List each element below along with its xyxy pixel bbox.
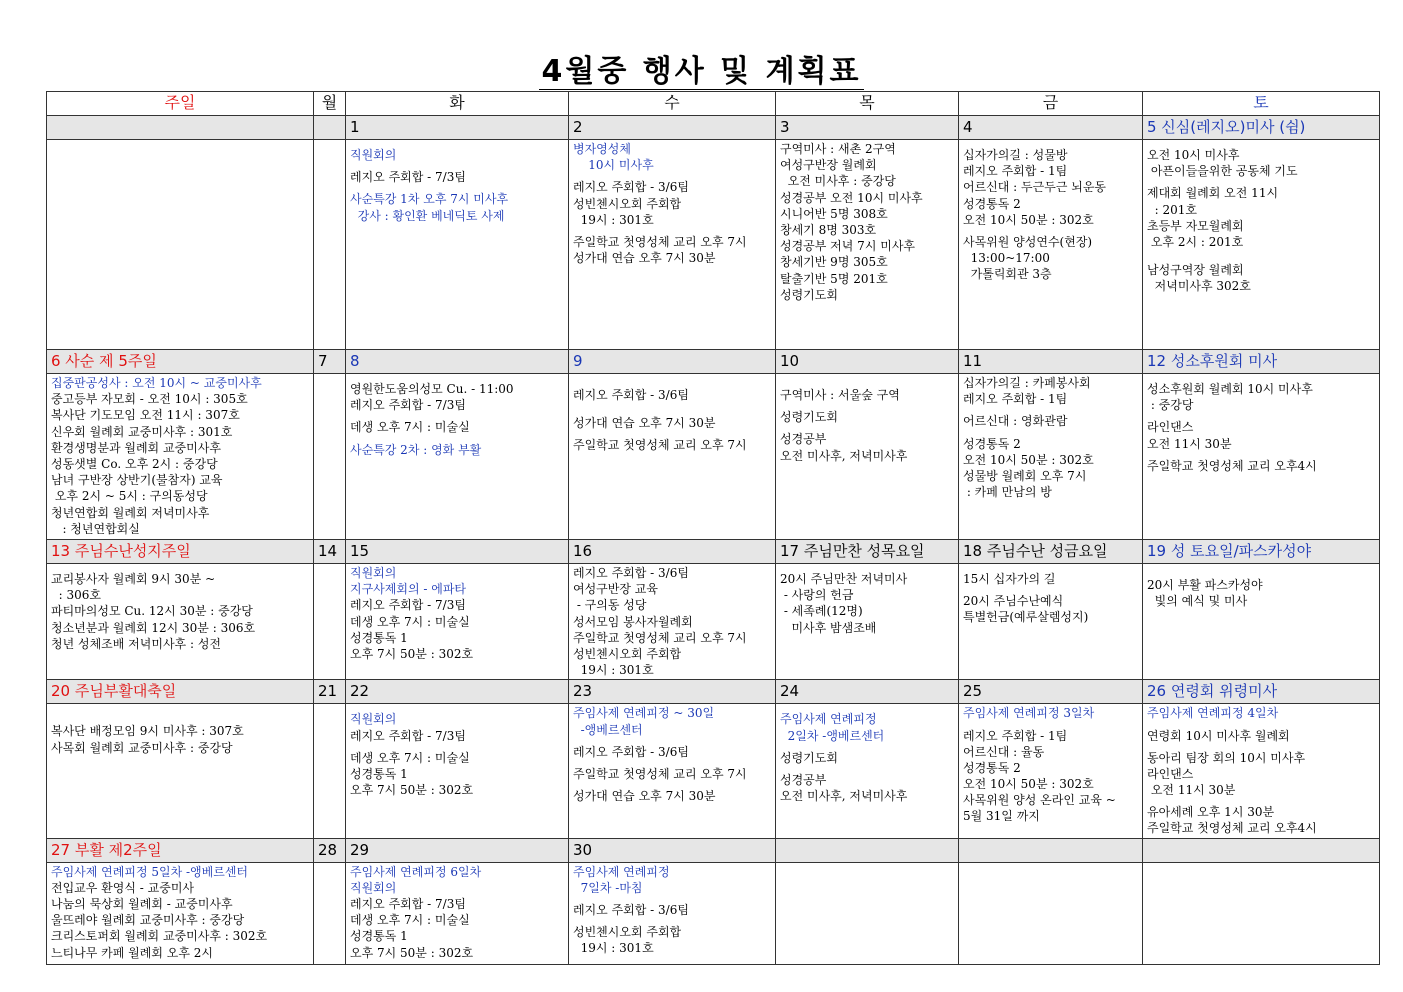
- event-line: 성가대 연습 오후 7시 30분: [573, 251, 716, 266]
- event-line: 15시 십자가의 길: [963, 572, 1056, 586]
- event-line: 제대회 월례회 오전 11시: [1147, 186, 1279, 201]
- event-line: 20시 주님만찬 저녁미사: [780, 572, 908, 586]
- event-line: 사목회 월례회 교중미사후 : 중강당: [51, 740, 233, 755]
- event-line: 오후 7시 50분 : 302호: [350, 783, 474, 798]
- event-line: 전입교우 환영식 - 교중미사: [51, 880, 195, 895]
- event-line: 교리봉사자 월례회 9시 30분 ~: [51, 572, 216, 586]
- event-line: 주일학교 첫영성체 교리 오후 7시: [573, 766, 747, 781]
- event-line: 저녁미사후 302호: [1147, 279, 1251, 294]
- date-cell: 9: [569, 350, 776, 374]
- date-cell: 13 주님수난성지주일: [47, 540, 314, 564]
- event-line: 레지오 주회합 - 7/3팀: [350, 728, 466, 743]
- date-cell: 8: [346, 350, 569, 374]
- event-line: 레지오 주회합 - 7/3팀: [350, 170, 466, 185]
- events-cell: [1143, 374, 1380, 540]
- event-line: 레지오 주회합 - 7/3팀: [350, 897, 466, 911]
- date-cell: 19 성 토요일/파스카성야: [1143, 540, 1380, 564]
- events-cell: [47, 374, 314, 540]
- events-cell: [776, 374, 959, 540]
- event-line: 오후 7시 50분 : 302호: [350, 945, 474, 960]
- date-row: [47, 540, 1380, 564]
- events-cell: [776, 704, 959, 838]
- event-line: 직원회의: [350, 566, 397, 580]
- date-row: [47, 680, 1380, 704]
- date-cell: 27 부활 제2주일: [47, 838, 314, 862]
- event-line: 성경통독 2: [963, 436, 1021, 451]
- date-cell: 22: [346, 680, 569, 704]
- event-line: 레지오 주회합 - 1팀: [963, 392, 1068, 407]
- event-line: 성령기도회: [780, 287, 838, 302]
- event-line: 오후 7시 50분 : 302호: [350, 646, 474, 661]
- event-line: 창세기반 9명 305호: [780, 255, 888, 270]
- event-line: 레지오 주회합 - 3/6팀: [573, 744, 689, 759]
- date-cell: 25: [959, 680, 1143, 704]
- event-line: 파티마의성모 Cu. 12시 30분 : 중강당: [51, 604, 253, 619]
- events-cell: [314, 374, 346, 540]
- event-line: 여성구반장 월례회: [780, 158, 877, 173]
- date-row: [47, 838, 1380, 862]
- date-cell: [776, 838, 959, 862]
- event-line: 신우회 월례회 교중미사후 : 301호: [51, 424, 233, 439]
- event-line: 나눔의 묵상회 월례회 - 교중미사후: [51, 897, 233, 911]
- events-row: [47, 704, 1380, 838]
- event-line: 여성구반장 교육: [573, 582, 658, 597]
- event-line: 19시 : 301호: [573, 212, 654, 227]
- event-line: 직원회의: [350, 148, 397, 162]
- event-line: 19시 : 301호: [573, 941, 654, 956]
- event-line: 10시 미사후: [573, 158, 654, 173]
- event-line: 청년 성체조배 저녁미사후 : 성전: [51, 636, 221, 651]
- event-line: 성경공부 저녁 7시 미사후: [780, 239, 915, 254]
- events-cell: [776, 564, 959, 680]
- date-cell: 6 사순 제 5주일: [47, 350, 314, 374]
- event-line: 주임사제 연례피정 4일차: [1147, 706, 1279, 721]
- event-line: 시니어반 5명 308호: [780, 206, 888, 221]
- events-cell: [959, 140, 1143, 350]
- weekday-mon: 월: [314, 92, 346, 116]
- date-cell: 11: [959, 350, 1143, 374]
- date-cell: 10: [776, 350, 959, 374]
- event-line: 영원한도움의성모 Cu. - 11:00: [350, 382, 514, 396]
- event-line: 5월 31일 까지: [963, 809, 1040, 824]
- event-line: 남성구역장 월례회: [1147, 263, 1244, 278]
- event-line: 십자가의길 : 카페봉사회: [963, 376, 1091, 390]
- event-line: 성경통독 2: [963, 760, 1021, 775]
- event-line: 크리스토퍼회 월례회 교중미사후 : 302호: [51, 929, 268, 944]
- events-cell: [569, 862, 776, 964]
- event-line: 가톨릭회관 3층: [963, 267, 1052, 282]
- event-line: : 카페 만남의 방: [963, 485, 1052, 500]
- event-line: 데생 오후 7시 : 미술실: [350, 614, 470, 629]
- date-cell: [47, 116, 314, 140]
- events-cell: [569, 374, 776, 540]
- date-cell: 14: [314, 540, 346, 564]
- events-cell: [47, 140, 314, 350]
- event-line: 주일학교 첫영성체 교리 오후4시: [1147, 821, 1317, 836]
- event-line: 십자가의길 : 성물방: [963, 148, 1068, 162]
- event-line: 탈출기반 5명 201호: [780, 271, 888, 286]
- event-line: 레지오 주회합 - 3/6팀: [573, 180, 689, 195]
- event-line: 성경공부 오전 10시 미사후: [780, 190, 923, 205]
- date-cell: 21: [314, 680, 346, 704]
- event-line: 성경통독 1: [350, 766, 408, 781]
- weekday-tue: 화: [346, 92, 569, 116]
- event-line: 성경공부: [780, 432, 827, 447]
- event-line: 성가대 연습 오후 7시 30분: [573, 416, 716, 431]
- date-cell: 12 성소후원회 미사: [1143, 350, 1380, 374]
- event-line: 느티나무 카페 월례회 오후 2시: [51, 945, 213, 960]
- event-line: 19시 : 301호: [573, 663, 654, 678]
- events-cell: [314, 704, 346, 838]
- weekday-sat: 토: [1143, 92, 1380, 116]
- event-line: 어르신대 : 율동: [963, 744, 1045, 759]
- event-line: : 306호: [51, 588, 101, 603]
- event-line: 남녀 구반장 상반기(불참자) 교육: [51, 473, 223, 488]
- event-line: 주일학교 첫영성체 교리 오후 7시: [573, 438, 747, 453]
- date-cell: 28: [314, 838, 346, 862]
- event-line: 13:00~17:00: [963, 251, 1050, 266]
- date-cell: 3: [776, 116, 959, 140]
- event-line: 오전 10시 50분 : 302호: [963, 452, 1094, 467]
- event-line: 구역미사 : 새촌 2구역: [780, 142, 896, 156]
- event-line: 연령회 10시 미사후 월례회: [1147, 728, 1290, 743]
- event-line: 7일차 -마침: [573, 880, 643, 895]
- event-line: 아픈이들을위한 공동체 기도: [1147, 164, 1298, 179]
- event-line: 특별헌금(예루살렘성지): [963, 610, 1089, 625]
- events-cell: [346, 862, 569, 964]
- event-line: 오전 11시 30분: [1147, 783, 1236, 798]
- calendar-table: [46, 91, 1380, 965]
- event-line: 레지오 주회합 - 1팀: [963, 728, 1068, 743]
- date-cell: 23: [569, 680, 776, 704]
- event-line: 2일차 -앵베르센터: [780, 728, 885, 743]
- event-line: 청년연합회 월례회 저녁미사후: [51, 505, 210, 520]
- events-cell: [569, 704, 776, 838]
- event-line: 성가대 연습 오후 7시 30분: [573, 789, 716, 804]
- event-line: - 세족례(12명): [780, 604, 863, 619]
- event-line: 어르신대 : 두근두근 뇌운동: [963, 180, 1106, 195]
- date-cell: 29: [346, 838, 569, 862]
- event-line: 라인댄스: [1147, 766, 1194, 781]
- event-line: 성물방 월례회 오후 7시: [963, 468, 1087, 483]
- page-title: [0, 46, 1403, 90]
- event-line: -앵베르센터: [573, 722, 643, 737]
- event-line: 지구사제회의 - 에파타: [350, 582, 467, 597]
- event-line: 환경생명분과 월례회 교중미사후: [51, 440, 221, 455]
- event-line: 어르신대 : 영화관람: [963, 414, 1068, 429]
- date-cell: 24: [776, 680, 959, 704]
- event-line: - 사랑의 헌금: [780, 588, 854, 603]
- date-cell: 20 주님부활대축일: [47, 680, 314, 704]
- event-line: 사목위원 양성 온라인 교육 ~: [963, 793, 1116, 808]
- events-cell: [569, 564, 776, 680]
- event-line: 성령기도회: [780, 410, 838, 425]
- date-cell: 7: [314, 350, 346, 374]
- event-line: 직원회의: [350, 712, 397, 727]
- event-line: 성빈첸시오회 주회합: [573, 646, 682, 661]
- event-line: 복사단 기도모임 오전 11시 : 307호: [51, 408, 240, 423]
- event-line: 강사 : 황인환 베네딕토 사제: [350, 208, 505, 223]
- event-line: 오전 10시 50분 : 302호: [963, 777, 1094, 792]
- event-line: 성빈첸시오회 주회합: [573, 925, 682, 940]
- events-cell: [346, 140, 569, 350]
- date-cell: 16: [569, 540, 776, 564]
- events-row: [47, 862, 1380, 964]
- event-line: 오후 2시 ~ 5시 : 구의동성당: [51, 489, 208, 504]
- events-cell: [314, 564, 346, 680]
- event-line: : 중강당: [1147, 398, 1194, 413]
- events-row: [47, 564, 1380, 680]
- page-title-text: 4월중 행사 및 계획표: [539, 54, 863, 92]
- date-cell: 17 주님만찬 성목요일: [776, 540, 959, 564]
- events-cell: [569, 140, 776, 350]
- date-cell: 26 연령회 위령미사: [1143, 680, 1380, 704]
- event-line: 미사후 밤샘조배: [780, 620, 877, 635]
- events-cell: [314, 140, 346, 350]
- event-line: : 청년연합회실: [51, 521, 140, 536]
- event-line: 주임사제 연례피정 3일차: [963, 706, 1095, 721]
- event-line: 레지오 주회합 - 3/6팀: [573, 388, 689, 402]
- event-line: 유아세례 오후 1시 30분: [1147, 805, 1275, 820]
- event-line: 오전 11시 30분: [1147, 436, 1232, 451]
- weekday-fri: 금: [959, 92, 1143, 116]
- events-row: [47, 374, 1380, 540]
- event-line: : 201호: [1147, 202, 1197, 217]
- event-line: 성경통독 1: [350, 630, 408, 645]
- event-line: 병자영성체: [573, 142, 631, 156]
- weekday-header-row: [47, 92, 1380, 116]
- event-line: 사순특강 2차 : 영화 부활: [350, 442, 482, 457]
- event-line: 레지오 주회합 - 3/6팀: [573, 566, 689, 580]
- event-line: 라인댄스: [1147, 420, 1194, 435]
- events-cell: [776, 140, 959, 350]
- events-cell: [346, 704, 569, 838]
- events-cell: [1143, 862, 1380, 964]
- event-line: 오전 미사후, 저녁미사후: [780, 448, 908, 463]
- event-line: 주임사제 연례피정: [573, 864, 670, 879]
- events-cell: [959, 862, 1143, 964]
- event-line: 사목위원 양성연수(현장): [963, 234, 1093, 249]
- event-line: 레지오 주회합 - 7/3팀: [350, 398, 466, 413]
- event-line: 성령기도회: [780, 750, 838, 765]
- event-line: 주임사제 연례피정 5일차 -앵베르센터: [51, 864, 249, 879]
- events-cell: [1143, 704, 1380, 838]
- event-line: 오전 10시 미사후: [1147, 148, 1240, 162]
- date-row: [47, 350, 1380, 374]
- date-cell: 2: [569, 116, 776, 140]
- date-cell: [1143, 838, 1380, 862]
- event-line: 오전 미사후, 저녁미사후: [780, 789, 908, 804]
- date-cell: 5 신심(레지오)미사 (쉼): [1143, 116, 1380, 140]
- events-cell: [346, 374, 569, 540]
- event-line: 직원회의: [350, 880, 397, 895]
- event-line: 주일학교 첫영성체 교리 오후4시: [1147, 458, 1317, 473]
- event-line: 주일학교 첫영성체 교리 오후 7시: [573, 630, 747, 645]
- event-line: 성서모임 봉사자월례회: [573, 614, 693, 629]
- event-line: 복사단 배정모임 9시 미사후 : 307호: [51, 724, 244, 739]
- event-line: 집중판공성사 : 오전 10시 ~ 교중미사후: [51, 376, 262, 390]
- events-cell: [959, 704, 1143, 838]
- event-line: 데생 오후 7시 : 미술실: [350, 913, 470, 928]
- event-line: 데생 오후 7시 : 미술실: [350, 420, 470, 435]
- event-line: 사순특강 1차 오후 7시 미사후: [350, 192, 509, 207]
- date-cell: 4: [959, 116, 1143, 140]
- event-line: 주임사제 연례피정: [780, 712, 877, 727]
- event-line: 주임사제 연례피정 6일차: [350, 864, 482, 879]
- event-line: 성빈첸시오회 주회합: [573, 196, 682, 211]
- event-line: 오전 10시 50분 : 302호: [963, 212, 1094, 227]
- events-cell: [47, 862, 314, 964]
- event-line: 성경통독 2: [963, 196, 1021, 211]
- date-cell: 30: [569, 838, 776, 862]
- event-line: 데생 오후 7시 : 미술실: [350, 750, 470, 765]
- event-line: 동아리 팀장 회의 10시 미사후: [1147, 750, 1306, 765]
- date-cell: [314, 116, 346, 140]
- events-cell: [47, 704, 314, 838]
- date-row: [47, 116, 1380, 140]
- event-line: 20시 주님수난예식: [963, 594, 1064, 609]
- event-line: 구역미사 : 서울숲 구역: [780, 388, 900, 402]
- date-cell: 1: [346, 116, 569, 140]
- date-cell: [959, 838, 1143, 862]
- events-cell: [959, 564, 1143, 680]
- event-line: 오전 미사후 : 중강당: [780, 174, 896, 189]
- date-cell: 18 주님수난 성금요일: [959, 540, 1143, 564]
- event-line: 울뜨레야 월례회 교중미사후 : 중강당: [51, 913, 245, 928]
- weekday-wed: 수: [569, 92, 776, 116]
- events-cell: [1143, 140, 1380, 350]
- event-line: 주임사제 연례피정 ~ 30일: [573, 706, 715, 721]
- event-line: 성경통독 1: [350, 929, 408, 944]
- event-line: 중고등부 자모회 - 오전 10시 : 305호: [51, 392, 248, 407]
- event-line: 레지오 주회합 - 1팀: [963, 164, 1068, 179]
- event-line: - 구의동 성당: [573, 598, 647, 613]
- event-line: 빛의 예식 및 미사: [1147, 594, 1248, 609]
- events-cell: [47, 564, 314, 680]
- events-cell: [959, 374, 1143, 540]
- weekday-thu: 목: [776, 92, 959, 116]
- event-line: 성동샛별 Co. 오후 2시 : 중강당: [51, 456, 218, 471]
- events-cell: [776, 862, 959, 964]
- event-line: 창세기 8명 303호: [780, 222, 877, 237]
- event-line: 주일학교 첫영성체 교리 오후 7시: [573, 234, 747, 249]
- event-line: 레지오 주회합 - 3/6팀: [573, 903, 689, 917]
- event-line: 청소년분과 월례회 12시 30분 : 306호: [51, 620, 256, 635]
- event-line: 성소후원회 월례회 10시 미사후: [1147, 382, 1313, 396]
- weekday-sun: 주일: [47, 92, 314, 116]
- events-cell: [1143, 564, 1380, 680]
- events-cell: [314, 862, 346, 964]
- date-cell: 15: [346, 540, 569, 564]
- events-cell: [346, 564, 569, 680]
- event-line: 20시 부활 파스카성야: [1147, 578, 1263, 592]
- event-line: 성경공부: [780, 772, 827, 787]
- event-line: 오후 2시 : 201호: [1147, 234, 1244, 249]
- event-line: 레지오 주회합 - 7/3팀: [350, 598, 466, 613]
- events-row: [47, 140, 1380, 350]
- event-line: 초등부 자모월례회: [1147, 218, 1244, 233]
